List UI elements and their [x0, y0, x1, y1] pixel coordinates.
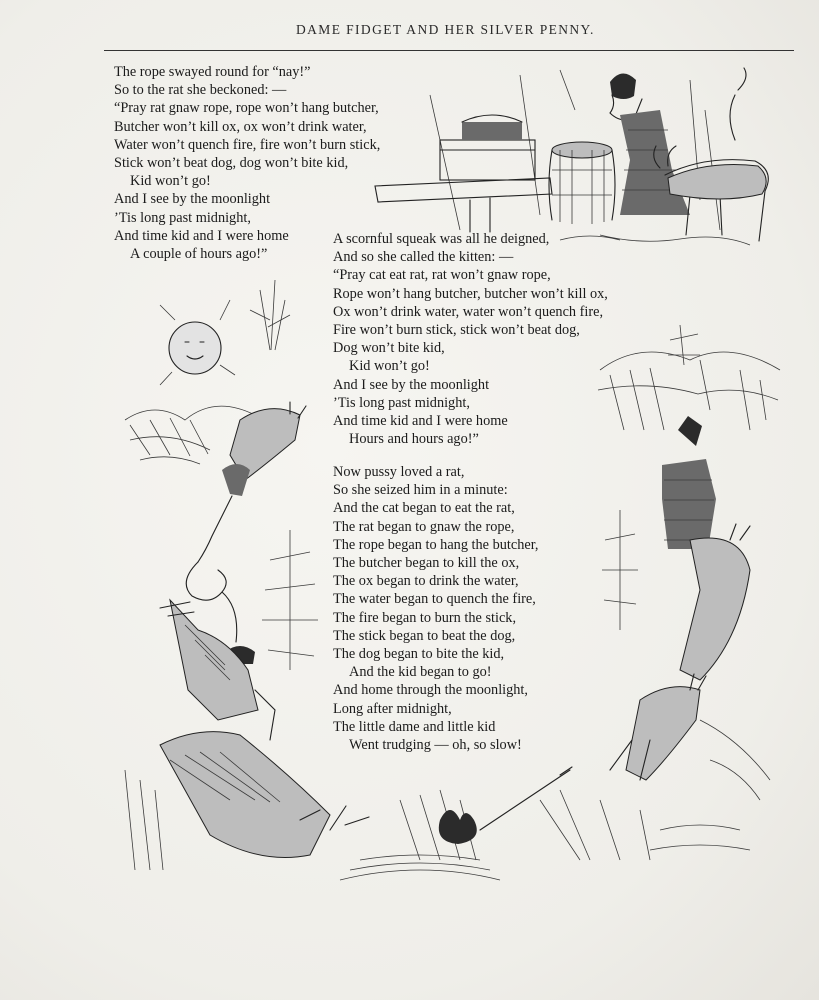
verse-line: Now pussy loved a rat,: [333, 464, 465, 480]
verse-line: The rope swayed round for “nay!”: [114, 64, 311, 80]
verse-line: The water began to quench the fire,: [333, 591, 536, 608]
verse-line: And time kid and I were home: [333, 413, 508, 430]
verse-line: And so she called the kitten: —: [333, 249, 514, 266]
verse-line: The fire began to burn the stick,: [333, 609, 517, 626]
verse-stanza-2: [333, 230, 608, 448]
verse-line: And the cat began to eat the rat,: [333, 500, 515, 517]
verse-line: Butcher won’t kill ox, ox won’t drink water,: [114, 118, 367, 135]
verse-line: The little dame and little kid: [333, 718, 496, 735]
verse-line: Kid won’t go!: [349, 358, 430, 375]
verse-line: And the kid began to go!: [349, 664, 492, 681]
verse-stanza-3: [333, 463, 538, 754]
verse-line: “Pray cat eat rat, rat won’t gnaw rope,: [333, 267, 551, 284]
verse-line: Stick won’t beat dog, dog won’t bite kid,: [114, 155, 349, 172]
verse-line: The rope began to hang the butcher,: [333, 536, 539, 553]
verse-line: The stick began to beat the dog,: [333, 627, 516, 644]
running-header: DAME FIDGET AND HER SILVER PENNY.: [296, 22, 595, 37]
verse-line: Went trudging — oh, so slow!: [349, 737, 522, 754]
verse-line: Rope won’t hang butcher, butcher won’t kill ox,: [333, 285, 608, 302]
verse-line: So to the rat she beckoned: —: [114, 82, 287, 99]
verse-line: Fire won’t burn stick, stick won’t beat dog,: [333, 322, 580, 339]
dame-barrel-illustration: [375, 68, 768, 245]
verse-line: The ox began to drink the water,: [333, 573, 519, 590]
verse-line: And time kid and I were home: [114, 227, 289, 244]
verse-line: And home through the moonlight,: [333, 682, 528, 699]
verse-line: The rat began to gnaw the rope,: [333, 518, 515, 535]
moon-cat-butcher-illustration: [125, 280, 318, 740]
dame-dog-kid-illustration: [598, 325, 780, 800]
verse-line: Dog won’t bite kid,: [333, 340, 445, 357]
verse-line: The butcher began to kill the ox,: [333, 555, 520, 572]
verse-line: And I see by the moonlight: [114, 191, 271, 208]
verse-line: Long after midnight,: [333, 700, 452, 717]
verse-line: The dog began to bite the kid,: [333, 646, 505, 663]
verse-line: So she seized him in a minute:: [333, 482, 508, 499]
verse-line: Kid won’t go!: [130, 173, 211, 190]
verse-line: And I see by the moonlight: [333, 376, 490, 393]
verse-line: ’Tis long past midnight,: [333, 394, 470, 411]
verse-line: ’Tis long past midnight,: [114, 209, 251, 226]
verse-line: A scornful squeak was all he deigned,: [333, 231, 550, 247]
verse-line: “Pray rat gnaw rope, rope won’t hang butcher,: [114, 100, 379, 117]
verse-line: Water won’t quench fire, fire won’t burn stick,: [114, 136, 381, 153]
verse-line: Ox won’t drink water, water won’t quench fire,: [333, 303, 604, 320]
verse-line: Hours and hours ago!”: [349, 431, 479, 448]
verse-line: A couple of hours ago!”: [130, 246, 268, 263]
